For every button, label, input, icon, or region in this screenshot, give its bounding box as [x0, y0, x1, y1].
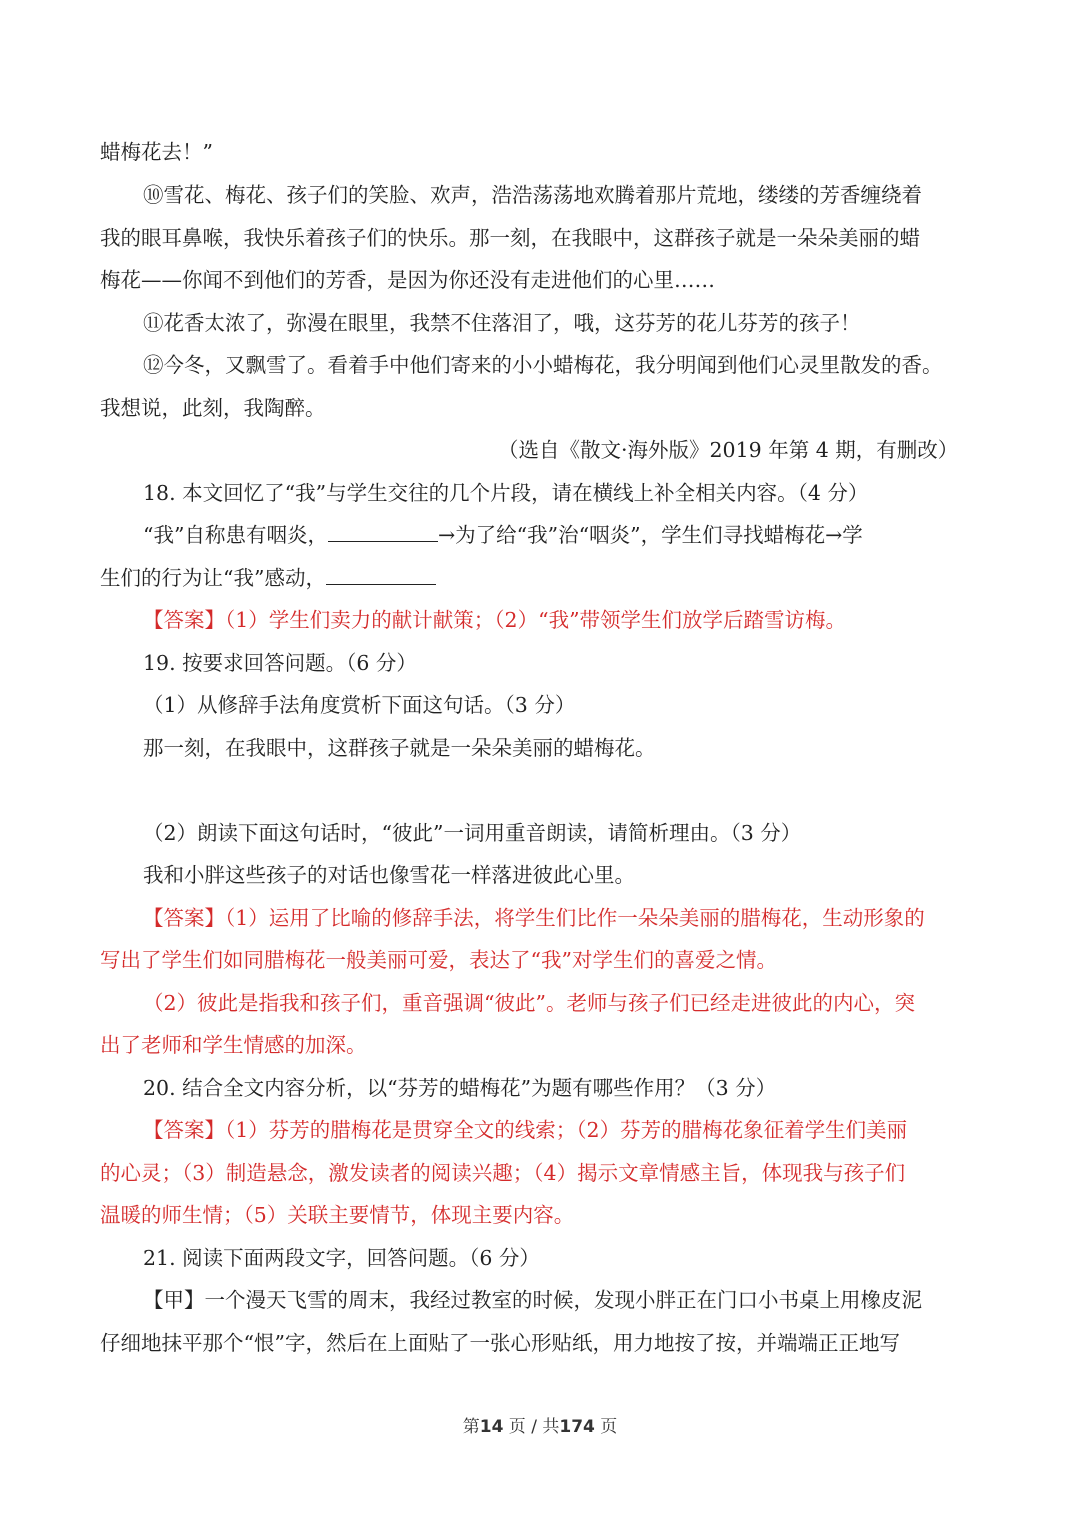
answer-20-line: 【答案】（1）芬芳的腊梅花是贯穿全文的线索；（2）芬芳的腊梅花象征着学生们美丽 — [143, 1118, 908, 1142]
fill-text: “我”自称患有咽炎， — [143, 523, 328, 547]
paragraph-10-line: 我的眼耳鼻喉，我快乐着孩子们的快乐。那一刻，在我眼中，这群孩子就是一朵朵美丽的蜡 — [100, 226, 920, 250]
question-21: 21. 阅读下面两段文字，回答问题。（6 分） — [143, 1246, 540, 1270]
paragraph-line: 蜡梅花去！” — [100, 140, 213, 164]
source-citation: （选自《散文·海外版》2019 年第 4 期，有删改） — [498, 438, 959, 462]
fill-text: →为了给“我”治“咽炎”，学生们寻找蜡梅花→学 — [437, 523, 863, 547]
question-19-sub2-text: 我和小胖这些孩子的对话也像雪花一样落进彼此心里。 — [143, 863, 635, 887]
footer-mid: 页 / 共 — [503, 1417, 560, 1437]
paragraph-12-line: ⑫今冬，又飘雪了。看着手中他们寄来的小小蜡梅花，我分明闻到他们心灵里散发的香。 — [143, 353, 943, 377]
answer-18: 【答案】（1）学生们卖力的献计献策；（2）“我”带领学生们放学后踏雪访梅。 — [143, 608, 847, 632]
answer-blank[interactable] — [328, 523, 438, 542]
total-pages: 174 — [559, 1417, 595, 1437]
answer-20-line: 温暖的师生情；（5）关联主要情节，体现主要内容。 — [100, 1203, 575, 1227]
question-19-sub1: （1）从修辞手法角度赏析下面这句话。（3 分） — [143, 693, 576, 717]
answer-19-line: 出了老师和学生情感的加深。 — [100, 1033, 367, 1057]
page-number: 14 — [479, 1417, 504, 1437]
answer-19-line: （2）彼此是指我和孩子们，重音强调“彼此”。老师与孩子们已经走进彼此的内心，突 — [143, 991, 916, 1015]
answer-20-line: 的心灵；（3）制造悬念，激发读者的阅读兴趣；（4）揭示文章情感主旨，体现我与孩子们 — [100, 1161, 906, 1185]
passage-line: 仔细地抹平那个“恨”字，然后在上面贴了一张心形贴纸，用力地按了按，并端端正正地写 — [100, 1331, 900, 1355]
paragraph-12-line: 我想说，此刻，我陶醉。 — [100, 396, 326, 420]
question-19-sub2: （2）朗读下面这句话时，“彼此”一词用重音朗读，请简析理由。（3 分） — [143, 821, 802, 845]
question-20: 20. 结合全文内容分析，以“芬芳的蜡梅花”为题有哪些作用？（3 分） — [143, 1076, 777, 1100]
fill-text: 生们的行为让“我”感动， — [100, 566, 326, 590]
question-18: 18. 本文回忆了“我”与学生交往的几个片段，请在横线上补全相关内容。（4 分） — [143, 481, 869, 505]
answer-blank[interactable] — [326, 566, 436, 585]
question-19-sub1-text: 那一刻，在我眼中，这群孩子就是一朵朵美丽的蜡梅花。 — [143, 736, 656, 760]
answer-19-line: 【答案】（1）运用了比喻的修辞手法，将学生们比作一朵朵美丽的腊梅花，生动形象的 — [143, 906, 925, 930]
paragraph-10-line: 梅花——你闻不到他们的芳香，是因为你还没有走进他们的心里…… — [100, 268, 715, 292]
paragraph-10-line: ⑩雪花、梅花、孩子们的笑脸、欢声，浩浩荡荡地欢腾着那片荒地，缕缕的芳香缠绕着 — [143, 183, 922, 207]
page-footer — [0, 1412, 1080, 1437]
question-18-fill-line — [100, 564, 436, 592]
footer-prefix: 第 — [462, 1417, 480, 1437]
paragraph-11-line: ⑪花香太浓了，弥漫在眼里，我禁不住落泪了，哦，这芬芳的花儿芬芳的孩子！ — [143, 311, 861, 335]
question-19: 19. 按要求回答问题。（6 分） — [143, 651, 417, 675]
answer-19-line: 写出了学生们如同腊梅花一般美丽可爱，表达了“我”对学生们的喜爱之情。 — [100, 948, 777, 972]
question-18-fill-line — [143, 521, 863, 549]
passage-line: 【甲】一个漫天飞雪的周末，我经过教室的时候，发现小胖正在门口小书桌上用橡皮泥 — [143, 1288, 922, 1312]
footer-suffix: 页 — [594, 1417, 618, 1437]
